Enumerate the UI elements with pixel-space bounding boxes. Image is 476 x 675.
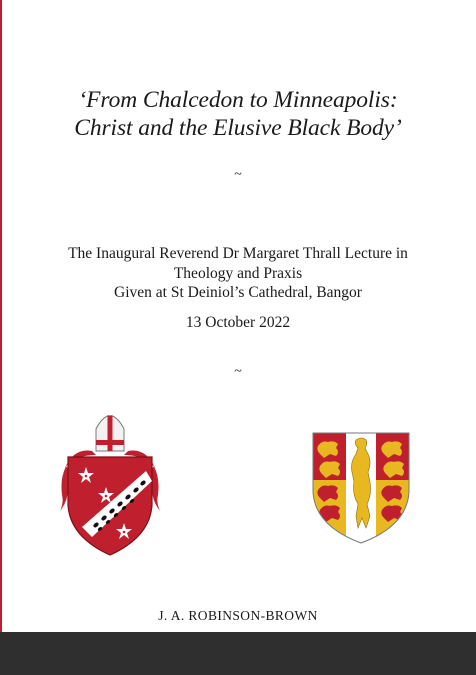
cover-title (0, 86, 476, 142)
quartered-lions-shield-icon (312, 432, 410, 544)
separator-tilde-2: ~ (234, 364, 242, 379)
lecture-line-2: Theology and Praxis (173, 264, 303, 282)
diocesan-mitre-shield-icon (52, 415, 168, 557)
title-line-2: Christ and the Elusive Black Body’ (74, 115, 402, 141)
lecture-line-1: The Inaugural Reverend Dr Margaret Thrall Lecture in (68, 245, 408, 262)
lecture-description (0, 244, 476, 303)
separator-tilde-1: ~ (234, 167, 242, 182)
lecture-date: 13 October 2022 (185, 314, 291, 331)
footer-band (0, 632, 476, 675)
author-name: J. A. ROBINSON-BROWN (158, 608, 318, 623)
title-line-1: ‘From Chalcedon to Minneapolis: (78, 87, 398, 113)
lecture-line-3: Given at St Deiniol’s Cathedral, Bangor (114, 284, 362, 301)
